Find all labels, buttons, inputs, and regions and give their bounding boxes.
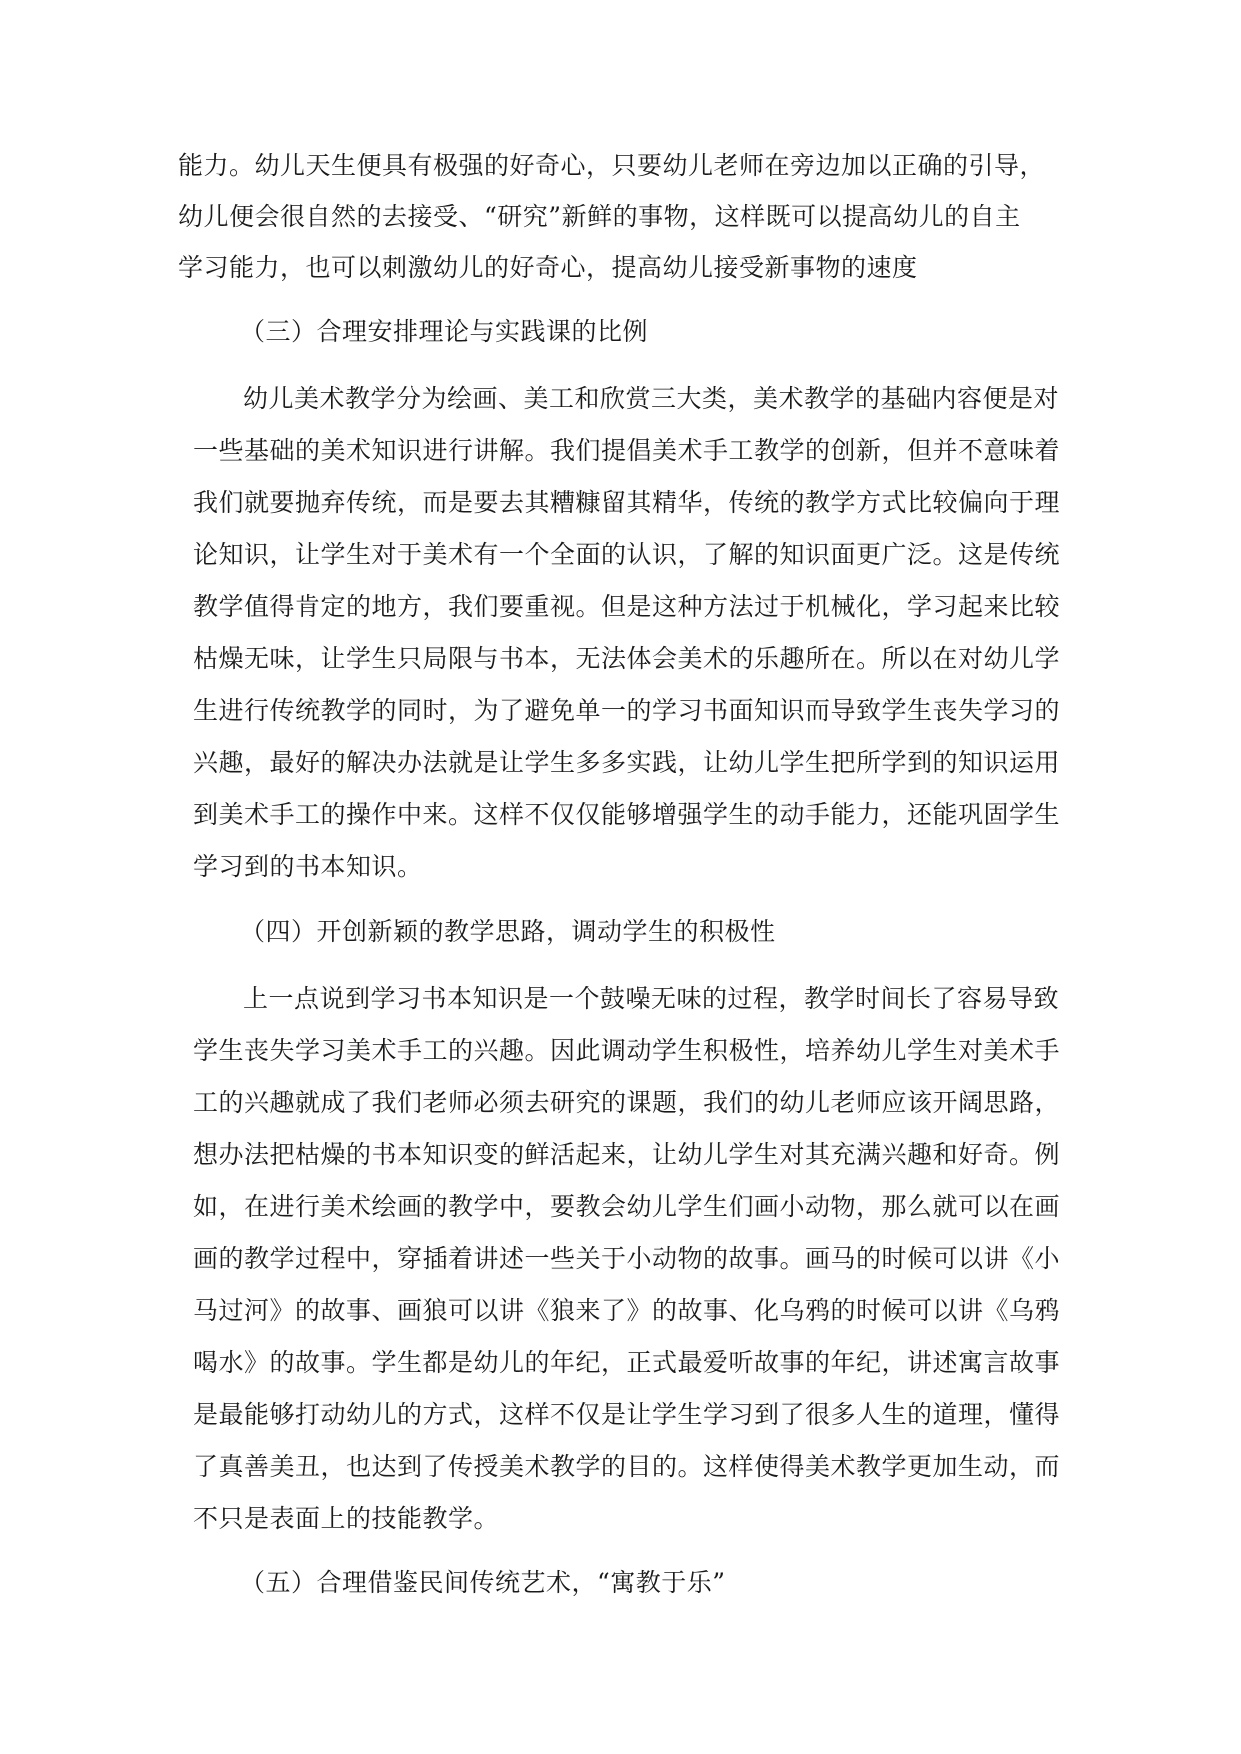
paragraph-line: 我们就要抛弃传统，而是要去其糟糠留其精华，传统的教学方式比较偏向于理 — [193, 488, 1061, 517]
paragraph-line: 学习到的书本知识。 — [193, 852, 423, 881]
paragraph-line: 生进行传统教学的同时，为了避免单一的学习书面知识而导致学生丧失学习的 — [193, 696, 1061, 725]
paragraph-line: 论知识，让学生对于美术有一个全面的认识，了解的知识面更广泛。这是传统 — [193, 540, 1061, 569]
paragraph-line: 学习能力，也可以刺激幼儿的好奇心，提高幼儿接受新事物的速度 — [178, 253, 918, 282]
paragraph-line: 一些基础的美术知识进行讲解。我们提倡美术手工教学的创新，但并不意味着 — [193, 436, 1061, 465]
paragraph-line: 上一点说到学习书本知识是一个鼓噪无味的过程，教学时间长了容易导致 — [243, 984, 1060, 1013]
section-heading-4: （四）开创新颖的教学思路，调动学生的积极性 — [240, 917, 776, 946]
paragraph-line: 兴趣，最好的解决办法就是让学生多多实践，让幼儿学生把所学到的知识运用 — [193, 748, 1061, 777]
paragraph-line: 工的兴趣就成了我们老师必须去研究的课题，我们的幼儿老师应该开阔思路， — [193, 1088, 1061, 1117]
paragraph-line: 幼儿便会很自然的去接受、“研究”新鲜的事物，这样既可以提高幼儿的自主 — [178, 202, 1021, 231]
paragraph-line: 枯燥无味，让学生只局限与书本，无法体会美术的乐趣所在。所以在对幼儿学 — [193, 644, 1061, 673]
paragraph-line: 教学值得肯定的地方，我们要重视。但是这种方法过于机械化，学习起来比较 — [193, 592, 1061, 621]
paragraph-line: 到美术手工的操作中来。这样不仅仅能够增强学生的动手能力，还能巩固学生 — [193, 800, 1061, 829]
paragraph-line: 能力。幼儿天生便具有极强的好奇心，只要幼儿老师在旁边加以正确的引导， — [178, 151, 1046, 180]
paragraph-line: 如，在进行美术绘画的教学中，要教会幼儿学生们画小动物，那么就可以在画 — [193, 1192, 1061, 1221]
paragraph-line: 学生丧失学习美术手工的兴趣。因此调动学生积极性，培养幼儿学生对美术手 — [193, 1036, 1061, 1065]
paragraph-line: 幼儿美术教学分为绘画、美工和欣赏三大类，美术教学的基础内容便是对 — [243, 384, 1060, 413]
paragraph-line: 是最能够打动幼儿的方式，这样不仅是让学生学习到了很多人生的道理，懂得 — [193, 1400, 1061, 1429]
paragraph-line: 喝水》的故事。学生都是幼儿的年纪，正式最爱听故事的年纪，讲述寓言故事 — [193, 1348, 1061, 1377]
paragraph-line: 画的教学过程中，穿插着讲述一些关于小动物的故事。画马的时候可以讲《小 — [193, 1244, 1061, 1273]
paragraph-line: 马过河》的故事、画狼可以讲《狼来了》的故事、化乌鸦的时候可以讲《乌鸦 — [193, 1296, 1061, 1325]
paragraph-line: 想办法把枯燥的书本知识变的鲜活起来，让幼儿学生对其充满兴趣和好奇。例 — [193, 1140, 1061, 1169]
section-heading-3: （三）合理安排理论与实践课的比例 — [240, 317, 649, 346]
paragraph-line: 不只是表面上的技能教学。 — [193, 1504, 500, 1533]
section-heading-5: （五）合理借鉴民间传统艺术，“寓教于乐” — [240, 1568, 726, 1597]
paragraph-line: 了真善美丑，也达到了传授美术教学的目的。这样使得美术教学更加生动，而 — [193, 1452, 1061, 1481]
